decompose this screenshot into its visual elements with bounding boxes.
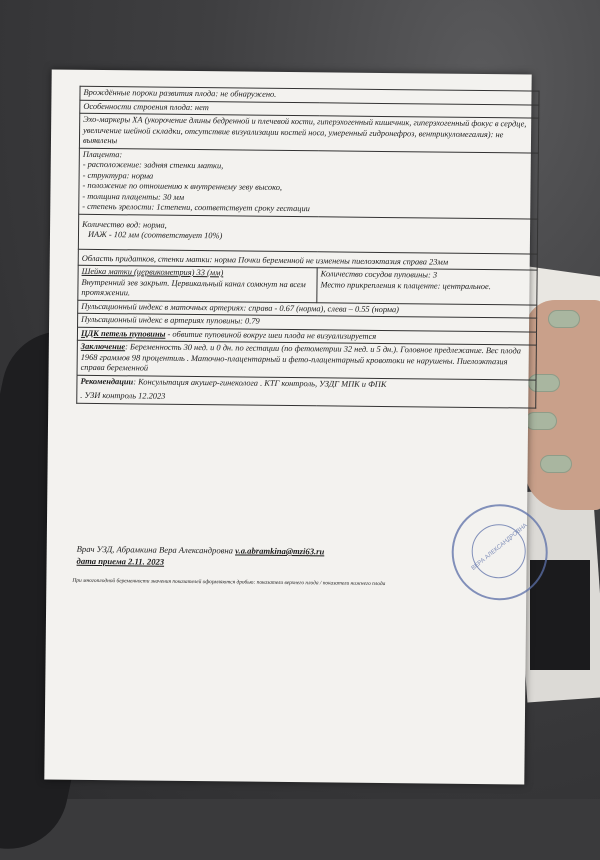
structure-text: Особенности строения плода: нет — [83, 101, 209, 112]
row-placenta — [79, 148, 539, 219]
amniotic-index: ИАЖ - 102 мм (соответствует 10%) — [87, 229, 223, 241]
cervix-text: Внутренний зев закрыт. Цервикальный канал сомкнут на всем протяжении. — [81, 277, 306, 298]
recommendations-label: Рекомендации — [80, 376, 134, 386]
amniotic-title: Количество вод: норма, — [82, 219, 167, 230]
doctor-block — [77, 544, 325, 570]
exam-date: дата приема 2.11. 2023 — [76, 555, 165, 567]
malformations-text: Врождённые пороки развития плода: не обнаружено. — [83, 87, 277, 99]
row-recommendations — [77, 375, 536, 408]
report-table — [76, 86, 539, 408]
placenta-line: - степень зрелости: 1степени, соответствует сроку гестации — [82, 201, 310, 214]
fingernail — [540, 455, 572, 473]
echo-markers-text: Эхо-маркеры ХА (укорочение длины бедренной и плечевой кости, гиперэхогенный кишечник, гиперэхогенный фокус в сердце, увеличение шейной складки, отсутствие визуализации костей носа, умеренный гидронефроз, вентрикуломегалия): не выявлены — [82, 114, 527, 146]
cervix-title: Шейка матки (цервикометрия) 33 (мм) — [81, 266, 224, 278]
cord-attachment: Место прикрепления к плаценте: центральное. — [320, 279, 491, 291]
row-amniotic-fluid — [78, 214, 537, 254]
adnexa-text: Область придатков, стенки матки: норма Почки беременной не изменены пиелоэктазия справа 23мм — [81, 253, 449, 267]
uterine-pi-text: Пульсационный индекс в маточных артериях: справа - 0.67 (норма), слева – 0.55 (норма) — [81, 301, 400, 314]
fingernail — [525, 412, 557, 430]
recommendations-text: : Консультация акушер-гинеколога . КТГ контроль, УЗДГ МПК и ФПК — [133, 376, 387, 389]
cdk-label: ЦДК петель пуповины — [80, 328, 166, 339]
fingernail — [548, 310, 580, 328]
umbilical-pi-text: Пульсационный индекс в артериях пуповины: 0.79 — [81, 314, 260, 326]
conclusion-text: : Беременность 30 нед. и 0 дн. по гестации (по фетометрии 32 нед. и 5 дн.). Головное предлежание. Вес плода 1968 граммов 98 процентиль . Маточно-плацентарный и фето-плацентарный кровотоки не нарушены. Пиелоэктазия справа беременной — [80, 342, 521, 373]
stamp-text: ВЕРА АЛЕКСАНДРОВНА — [470, 522, 529, 572]
placenta-line: - расположение: задняя стенки матки, — [82, 159, 224, 171]
placenta-line: - структура: норма — [82, 170, 154, 181]
placenta-line: - положение по отношению к внутреннему зеву высоко, — [82, 180, 283, 192]
row-conclusion — [77, 340, 536, 379]
row-cervix-cord — [78, 265, 537, 304]
footnote: При многоплодной беременности значения показателей оформляются дробью: показатели верхнего плода / показатели нижнего плода — [72, 577, 386, 588]
doctor-stamp — [451, 504, 548, 601]
conclusion-label: Заключение — [80, 341, 126, 352]
doctor-email: v.a.abramkina@mzi63.ru — [235, 545, 325, 557]
placenta-line: - толщина плаценты: 30 мм — [82, 191, 185, 202]
recommendations-followup: . УЗИ контроль 12.2023 — [80, 390, 166, 401]
ultrasound-report-page — [44, 70, 531, 785]
row-echo-markers — [79, 113, 538, 152]
doctor-line: Врач УЗД, Абрамкина Вера Александровна — [76, 543, 233, 556]
cdk-text: - обвитие пуповиной вокруг шеи плода не визуализируется — [165, 329, 377, 341]
cord-vessels: Количество сосудов пуповины: 3 — [320, 269, 438, 280]
placenta-title: Плацента: — [82, 149, 123, 159]
